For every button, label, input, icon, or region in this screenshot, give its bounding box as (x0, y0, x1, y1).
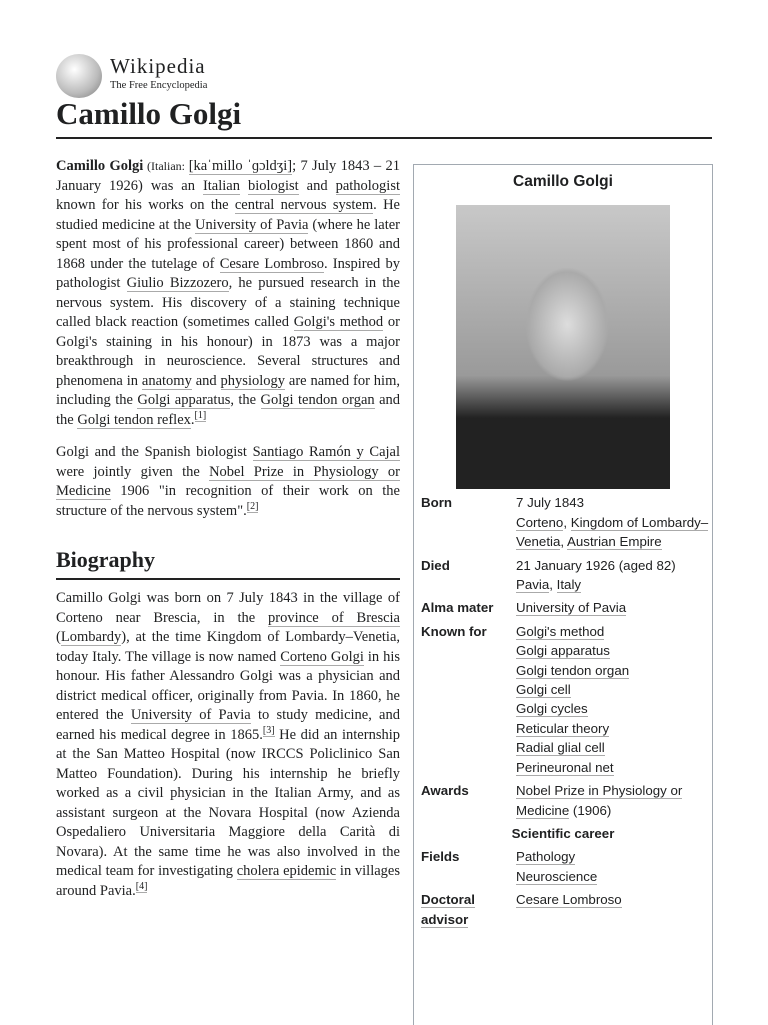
intro-paragraph (56, 443, 400, 521)
article-body (56, 157, 400, 914)
infobox-label[interactable]: Doctoral advisor (421, 892, 475, 927)
infobox-value (516, 738, 712, 757)
citation (136, 881, 148, 893)
infobox-value (516, 699, 712, 718)
infobox-row (414, 622, 712, 777)
wiki-link[interactable]: Golgi cell (516, 682, 571, 698)
text: 1906 "in recognition of their work on the structure of the nervous system". (56, 483, 400, 519)
portrait-image[interactable] (456, 205, 670, 489)
wiki-link[interactable]: province of Brescia (268, 609, 400, 626)
wiki-link[interactable]: pathologist (335, 177, 401, 194)
text: 7 July 1843 (516, 495, 585, 511)
text: (where he later spent most of his professional career) between 1860 and 1868 under the tutelage of (56, 216, 400, 272)
infobox-value (516, 680, 712, 699)
infobox-value (516, 493, 712, 512)
text: to study medicine, and earned his medical degree in 1865. (56, 707, 400, 743)
wikipedia-logo[interactable] (56, 54, 207, 98)
citation (263, 725, 275, 737)
wiki-link[interactable]: Golgi tendon organ (260, 392, 375, 408)
wiki-link[interactable]: central nervous system (234, 197, 374, 213)
text: , the (230, 392, 261, 408)
infobox-label: Awards (421, 783, 469, 799)
page-title: Camillo Golgi (56, 96, 242, 131)
text: , (560, 534, 568, 550)
text: . He studied medicine at the (56, 197, 400, 233)
text: and (298, 177, 336, 194)
infobox (413, 164, 713, 1025)
infobox-value (516, 641, 712, 660)
wiki-link[interactable]: Nobel Prize in Physiology or Medicine (516, 783, 683, 818)
infobox-row (414, 493, 712, 551)
infobox-value (516, 661, 712, 680)
wiki-link[interactable]: cholera epidemic (236, 863, 337, 879)
infobox-label: Alma mater (421, 600, 494, 616)
text: known for his works on the (56, 197, 235, 213)
wiki-link[interactable]: biologist (247, 177, 299, 194)
infobox-value (516, 847, 712, 866)
infobox-label: Born (421, 495, 453, 511)
biography-paragraph (56, 589, 400, 901)
text: . (190, 411, 195, 428)
infobox-row (414, 556, 712, 595)
site-tagline: The Free Encyclopedia (110, 80, 208, 91)
wiki-link[interactable]: Kingdom of Lombardy–Venetia (516, 514, 709, 550)
infobox-label: Fields (421, 849, 460, 865)
text: Golgi and the Spanish biologist (56, 444, 253, 460)
wiki-link[interactable]: Pavia (516, 577, 550, 593)
wiki-link[interactable]: Radial glial cell (516, 740, 605, 756)
wiki-link[interactable]: Italy (556, 577, 582, 593)
text: Camillo Golgi was born on 7 July 1843 in the village of Corteno near Brescia, in the (56, 590, 400, 626)
infobox-value (516, 622, 712, 641)
wiki-link[interactable]: Pathology (516, 849, 576, 865)
text (240, 178, 248, 194)
text: and (191, 372, 221, 389)
infobox-caption: Camillo Golgi (513, 173, 613, 190)
wiki-link[interactable]: Neuroscience (516, 868, 598, 884)
infobox-row (414, 890, 712, 929)
text: . Inspired by pathologist (56, 255, 401, 291)
wiki-link[interactable]: Golgi apparatus (137, 392, 231, 408)
wiki-link[interactable]: Giulio Bizzozero (126, 275, 229, 291)
text: in villages around Pavia. (56, 863, 400, 899)
citation-link[interactable]: [3] (262, 724, 275, 736)
wiki-link[interactable]: University of Pavia (195, 216, 309, 233)
text: are named for him, including the (56, 372, 400, 408)
infobox-value (516, 867, 712, 886)
infobox-row (414, 781, 712, 820)
wiki-link[interactable]: Golgi cycles (516, 701, 588, 717)
wiki-link[interactable]: anatomy (141, 372, 192, 389)
text: (1906) (569, 802, 612, 818)
infobox-value (516, 598, 712, 617)
wiki-link[interactable]: Golgi tendon organ (516, 662, 630, 678)
wiki-link[interactable]: Austrian Empire (567, 534, 662, 550)
text: in his honour. His father Alessandro Golgi was a physician and district medical officer, originally from Pavia. In 1860, he entered the (56, 648, 400, 723)
title-divider (56, 137, 712, 139)
wiki-link[interactable]: Cesare Lombroso (219, 255, 324, 272)
wiki-link[interactable]: University of Pavia (516, 600, 627, 616)
text: ), at the time Kingdom of Lombardy–Venetia, today Italy. The village is now named (56, 629, 400, 665)
infobox-value (516, 719, 712, 738)
text: were jointly given the (56, 463, 210, 480)
text: ( (56, 629, 61, 645)
infobox-row (414, 598, 712, 617)
site-name: Wikipedia (110, 54, 206, 78)
text: , (549, 577, 557, 593)
infobox-label: Known for (421, 623, 487, 639)
citation-link[interactable]: [1] (194, 409, 207, 421)
citation (195, 410, 207, 422)
wiki-link[interactable]: Lombardy (60, 629, 122, 645)
infobox-value (516, 513, 712, 552)
text: and the (56, 392, 400, 428)
wiki-link[interactable]: Golgi apparatus (516, 643, 610, 659)
citation-link[interactable]: [4] (135, 880, 148, 892)
wiki-link[interactable]: Cesare Lombroso (516, 892, 622, 908)
citation (247, 501, 259, 513)
text: He did an internship at the San Matteo Hospital (now IRCCS Policlinico San Matteo Foundation). During his internship he briefly worked as a civil physician in the Italian Army, and as assistant surgeon at the Novara Hospital (now Azienda Ospedaliero Universitaria Maggiore della Carità di Novara). At the same time he was also involved in the medical team for investigating (56, 726, 400, 879)
text: 21 January 1926 (aged 82) (516, 557, 676, 573)
text: ; 7 July 1843 – 21 January 1926) was an (56, 158, 400, 194)
citation-link[interactable]: [2] (246, 500, 259, 512)
globe-icon (56, 54, 102, 98)
wiki-link[interactable]: Corteno (516, 514, 564, 530)
intro-paragraph (56, 157, 400, 430)
wiki-link[interactable]: Reticular theory (516, 720, 610, 736)
infobox-value (516, 556, 712, 575)
text: , (563, 514, 571, 530)
wiki-link[interactable]: Italian (202, 177, 240, 194)
wiki-link[interactable]: [kaˈmillo ˈɡɔldʒi] (188, 158, 293, 174)
infobox-value (516, 781, 712, 820)
text: , he pursued research in the nervous system. His discovery of a staining technique called black reaction (sometimes called (56, 275, 400, 330)
infobox-row (414, 847, 712, 886)
text: or Golgi's staining in his honour) in 1873 was a major breakthrough in neuroscience. Several structures and phenomena in (56, 314, 400, 389)
wiki-link[interactable]: Perineuronal net (516, 759, 614, 775)
wiki-link[interactable]: Golgi's method (293, 314, 384, 330)
infobox-value (516, 575, 712, 594)
infobox-label: Died (421, 557, 450, 573)
wiki-link[interactable]: Corteno Golgi (280, 648, 364, 665)
section-heading-biography: Biography (56, 547, 400, 580)
wiki-link[interactable]: Santiago Ramón y Cajal (252, 444, 401, 460)
wiki-link[interactable]: Golgi's method (516, 623, 605, 639)
wiki-link[interactable]: University of Pavia (130, 707, 251, 723)
wiki-link[interactable]: Nobel Prize in Physiology or Medicine (56, 463, 400, 499)
text: (Italian: (143, 159, 189, 173)
wiki-link[interactable]: Golgi tendon reflex (77, 411, 191, 428)
infobox-value (516, 758, 712, 777)
wiki-link[interactable]: physiology (220, 372, 285, 389)
bold-term: Camillo Golgi (56, 158, 144, 174)
infobox-section-scientific-career: Scientific career (511, 825, 615, 841)
infobox-value (516, 890, 712, 909)
